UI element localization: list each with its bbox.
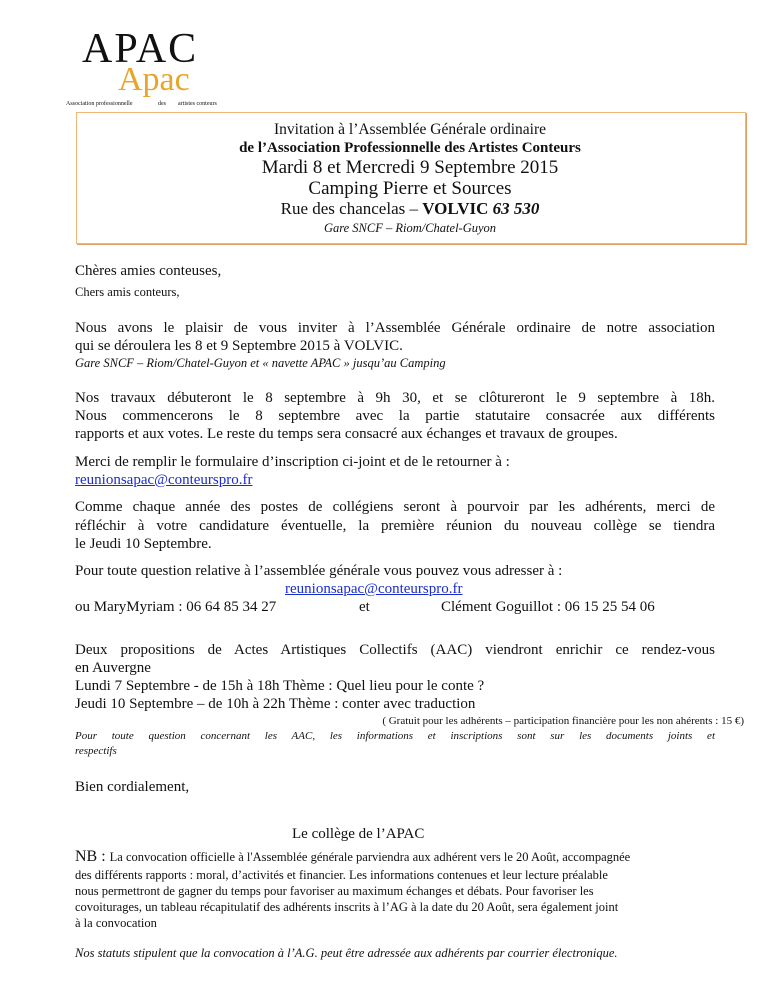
paragraph-line: Pour toute question relative à l’assemblée générale vous pouvez vous adresser à : [75,563,563,579]
logo-tagline: des [158,101,166,107]
logo-tagline: Association professionnelle [66,101,133,107]
paragraph-line: qui se déroulera les 8 et 9 Septembre 2015 à VOLVIC. [75,338,403,354]
apac-logo [62,28,272,108]
header-station: Gare SNCF – Riom/Chatel-Guyon [323,221,497,235]
nb-label: NB : [75,848,110,865]
contact-clement: Clément Goguillot : 06 15 25 54 06 [441,599,655,615]
paragraph-line: Deux propositions de Actes Artistiques Collectifs (AAC) viendront enrichir ce rendez-vous [75,642,715,658]
paragraph-line: Merci de remplir le formulaire d’inscription ci-joint et de le retourner à : [75,454,510,470]
logo-tagline: artistes conteurs [178,101,217,107]
header-venue: Camping Pierre et Sources [308,178,512,199]
header-address [75,200,745,218]
paragraph-line: Nos travaux débuteront le 8 septembre à 9h 30, et se clôtureront le 9 septembre à 18h. [75,390,715,406]
greeting: Chères amies conteuses, [75,263,222,279]
closing: Bien cordialement, [75,779,190,795]
paragraph-line: Gare SNCF – Riom/Chatel-Guyon et « navette APAC » jusqu’au Camping [75,356,446,370]
nb-text: La convocation officielle à l'Assemblée générale parviendra aux adhérent vers le 20 Août, accompagnée [109,850,631,864]
apac-logo-icon [62,28,272,108]
nb-line: nous permettront de gagner du temps pour favoriser au maximum échanges et débats. Pour favoriser les [75,884,594,898]
price-note: ( Gratuit pour les adhérents – participation financière pour les non ahérents : 15 €) [382,715,744,727]
paragraph-line: le Jeudi 10 Septembre. [75,536,212,552]
header-line: de l’Association Professionnelle des Artistes Conteurs [239,140,581,156]
header-date: Mardi 8 et Mercredi 9 Septembre 2015 [261,157,559,178]
aac-info: respectifs [75,745,117,757]
contact-marymyriam: ou MaryMyriam : 06 64 85 34 27 [75,599,277,615]
contact-and: et [359,599,370,615]
event-thursday: Jeudi 10 Septembre – de 10h à 22h Thème : conter avec traduction [75,696,476,712]
nb-line [75,849,630,865]
paragraph-line: Comme chaque année des postes de collégiens seront à pourvoir par les adhérents, merci de [75,499,715,515]
paragraph-line: Nous commencerons le 8 septembre avec la partie statutaire consacrée aux différents [75,408,715,424]
address-street: Rue des chancelas – [280,199,423,218]
footer-note: Nos statuts stipulent que la convocation à l’A.G. peut être adressée aux adhérents par courrier électronique. [75,946,618,960]
signature: Le collège de l’APAC [292,826,425,842]
aac-info: Pour toute question concernant les AAC, les informations et inscriptions sont sur les documents joints et [75,730,715,742]
paragraph-line: rapports et aux votes. Le reste du temps sera consacré aux échanges et travaux de groupes. [75,426,618,442]
greeting-sub: Chers amis conteurs, [75,285,180,299]
header-line: Invitation à l’Assemblée Générale ordinaire [274,121,546,138]
paragraph-line: réfléchir à votre candidature éventuelle, la première réunion du nouveau collège se tiendra [75,518,715,534]
email-link[interactable]: reunionsapac@conteurspro.fr [285,581,463,597]
paragraph-line: en Auvergne [75,660,151,676]
nb-line: à la convocation [75,916,157,930]
nb-line: covoiturages, un tableau récapitulatif des adhérents inscrits à l’AG à la date du 20 Août, sera également joint [75,900,619,914]
nb-line: des différents rapports : moral, d’activités et financier. Les informations contenues et leur lecture préalable [75,868,608,882]
event-monday: Lundi 7 Septembre - de 15h à 18h Thème : Quel lieu pour le conte ? [75,678,485,694]
email-link[interactable]: reunionsapac@conteurspro.fr [75,472,253,488]
logo-big-text: APAC [82,28,199,72]
paragraph-line: Nous avons le plaisir de vous inviter à l’Assemblée Générale ordinaire de notre association [75,320,715,336]
address-postcode: 63 530 [492,199,540,218]
address-city: VOLVIC [422,199,493,218]
logo-overlay-text: Apac [118,61,190,98]
